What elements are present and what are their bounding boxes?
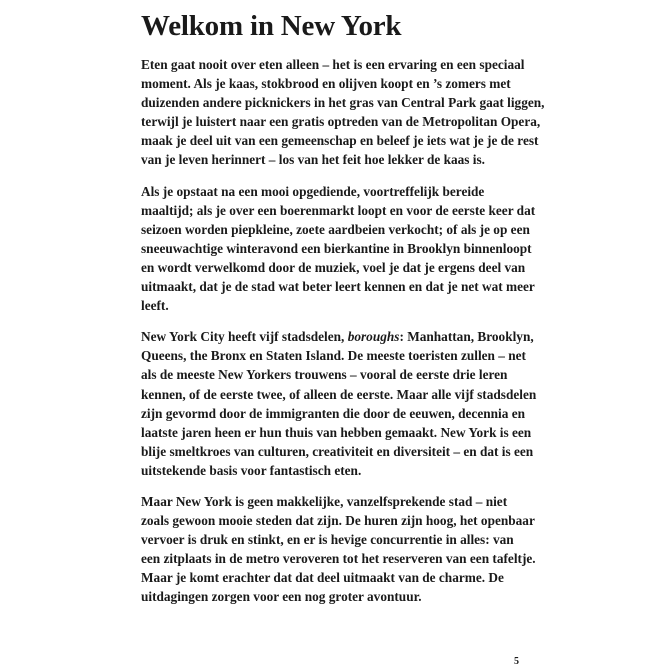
paragraph-3 <box>141 327 537 480</box>
body-text <box>141 55 545 619</box>
text-line: kennen, of de eerste twee, of alleen de eerste. Maar alle vijf stadsdelen <box>141 386 537 402</box>
text-line: vervoer is druk en stinkt, en er is hevige concurrentie in alles: van <box>141 532 514 548</box>
text-line: Als je opstaat na een mooi opgediende, voortreffelijk bereide <box>141 183 485 199</box>
text-line: uitmaakt, dat je de stad wat beter leert kennen en dat je net wat meer <box>141 279 535 295</box>
text-line: terwijl je luistert naar een gratis optreden van de Metropolitan Opera, <box>141 114 541 130</box>
text-line: Queens, the Bronx en Staten Island. De meeste toeristen zullen – net <box>141 348 526 364</box>
text-line: en wordt verwelkomd door de muziek, voel je dat je ergens deel van <box>141 259 526 275</box>
text-line: uitstekende basis voor fantastisch eten. <box>141 462 362 478</box>
text-line: van je leven herinnert – los van het feit hoe lekker de kaas is. <box>141 152 485 168</box>
page-number: 5 <box>514 656 519 667</box>
text-line: moment. Als je kaas, stokbrood en olijven koopt en ’s zomers met <box>141 76 511 92</box>
text-line: Maar New York is geen makkelijke, vanzelfsprekende stad – niet <box>141 493 508 509</box>
text-line: duizenden andere picknickers in het gras van Central Park gaat liggen, <box>141 95 545 111</box>
paragraph-1 <box>141 55 545 170</box>
emphasized-term: boroughs <box>347 329 400 345</box>
paragraph-2 <box>141 182 536 316</box>
paragraph-4 <box>141 492 536 607</box>
text-segment: : Manhattan, Brooklyn, <box>399 329 534 345</box>
page-title: Welkom in New York <box>141 10 402 42</box>
text-line: sneeuwachtige winteravond een bierkantine in Brooklyn binnenloopt <box>141 240 532 256</box>
text-line <box>141 327 534 346</box>
text-line: als de meeste New Yorkers trouwens – vooral de eerste drie leren <box>141 367 508 383</box>
text-line: blije smeltkroes van culturen, creativiteit en diversiteit – en dat is een <box>141 443 534 459</box>
text-line: leeft. <box>141 298 169 314</box>
text-line: zoals gewoon mooie steden dat zijn. De huren zijn hoog, het openbaar <box>141 513 535 529</box>
text-line: laatste jaren heen er hun thuis van hebben gemaakt. New York is een <box>141 424 532 440</box>
text-line: maak je deel uit van een gemeenschap en beleef je iets wat je je de rest <box>141 133 539 149</box>
text-line: maaltijd; als je over een boerenmarkt loopt en voor de eerste keer dat <box>141 202 536 218</box>
text-line: zijn gevormd door de immigranten die door de eeuwen, decennia en <box>141 405 525 421</box>
text-segment: New York City heeft vijf stadsdelen, <box>141 329 348 345</box>
text-line: een zitplaats in de metro veroveren tot het reserveren van een tafeltje. <box>141 551 536 567</box>
text-line: uitdagingen zorgen voor een nog groter avontuur. <box>141 589 422 605</box>
text-line: Maar je komt erachter dat dat deel uitmaakt van de charme. De <box>141 570 504 586</box>
text-line: seizoen worden piepkleine, zoete aardbeien verkocht; of als je op een <box>141 221 530 237</box>
text-line: Eten gaat nooit over eten alleen – het is een ervaring en een speciaal <box>141 57 525 72</box>
